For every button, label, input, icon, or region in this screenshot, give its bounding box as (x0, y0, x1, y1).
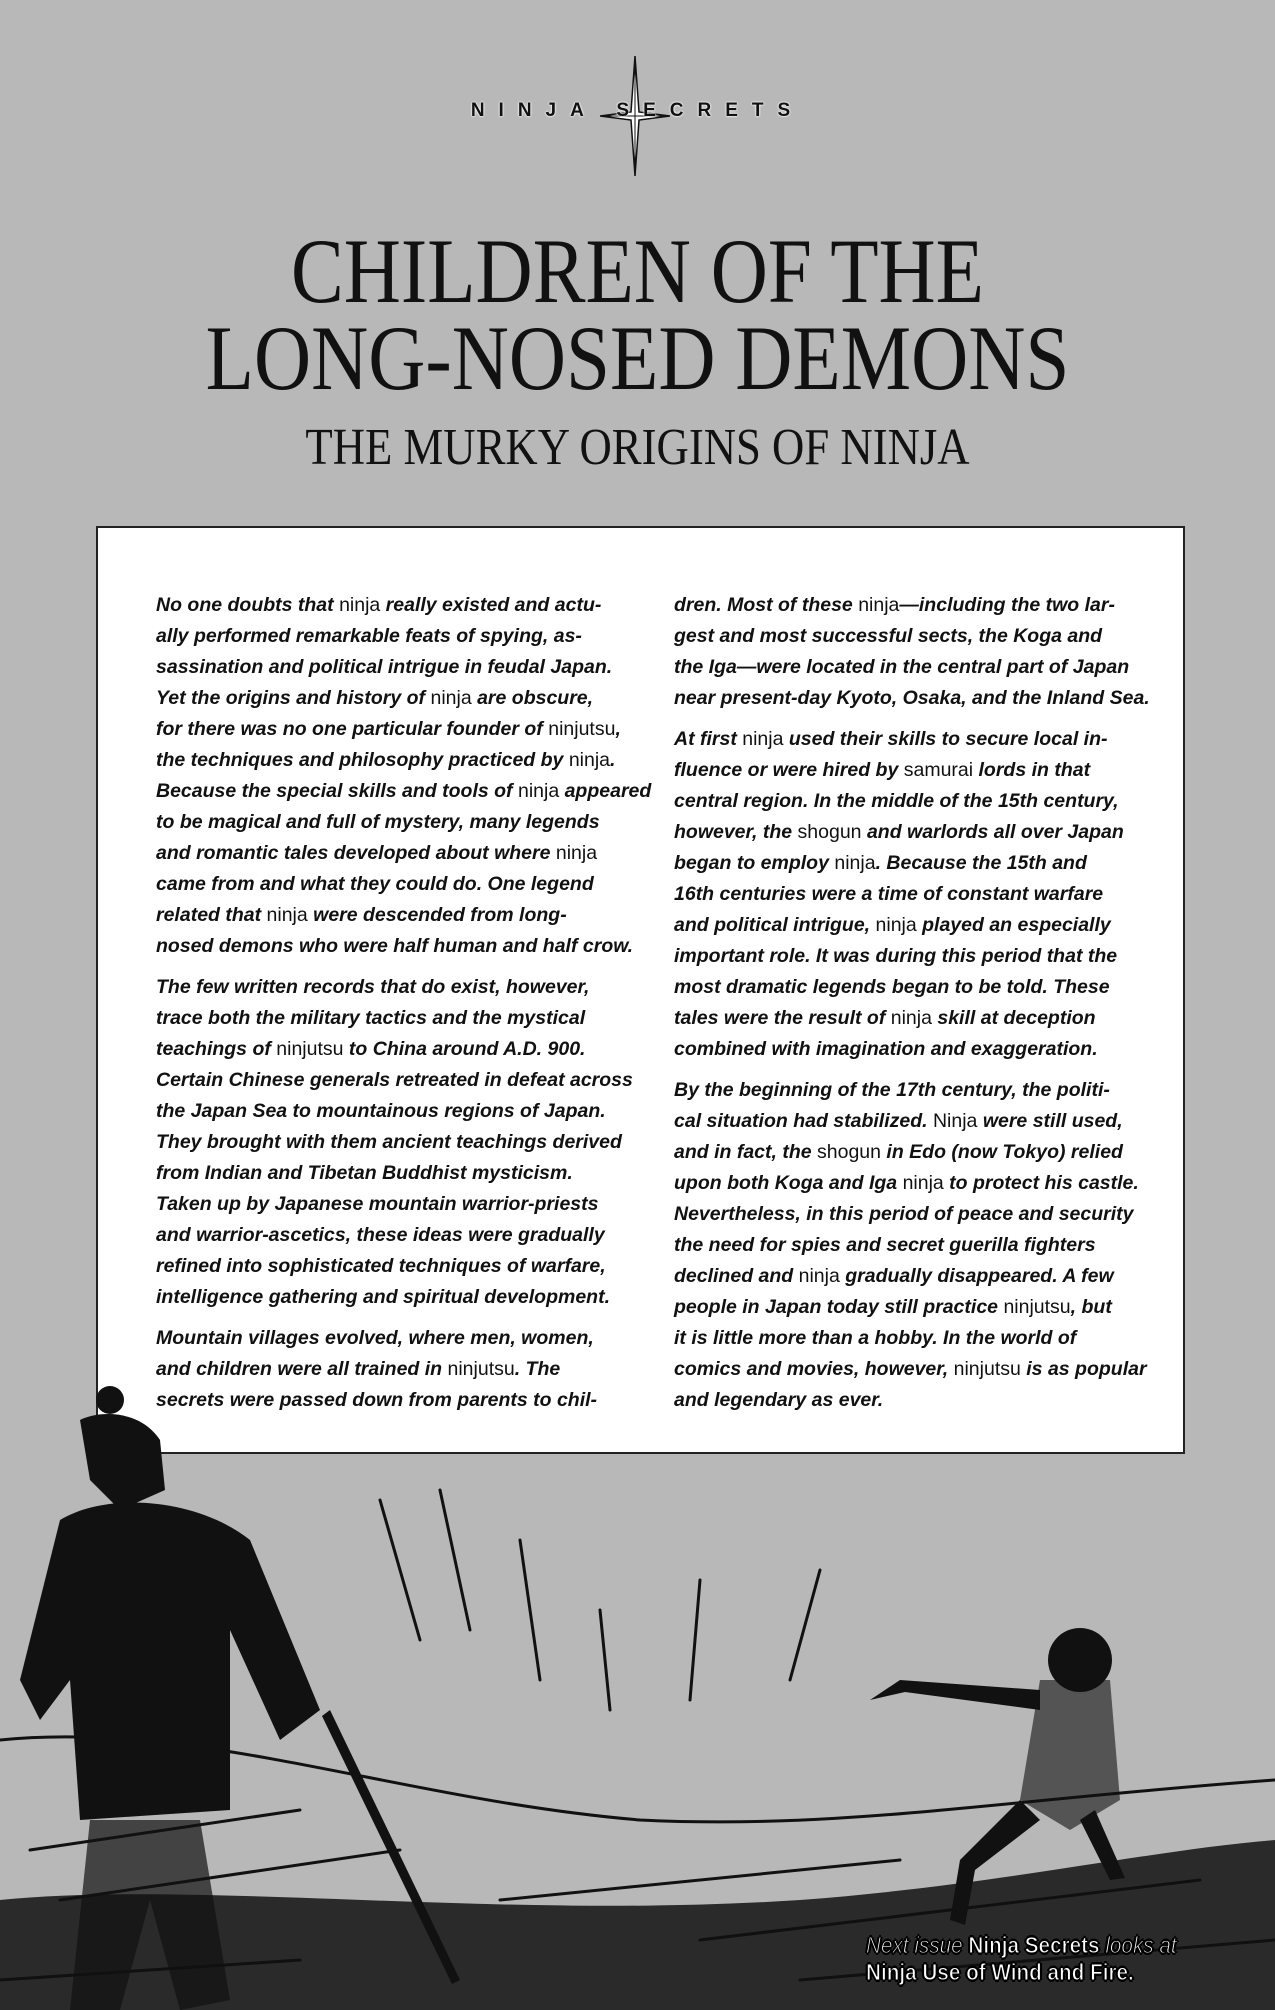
text-line: began to employ ninja. Because the 15th and (674, 852, 1087, 874)
text-line: The few written records that do exist, however, (156, 976, 590, 998)
article-box (96, 526, 1185, 1454)
section-kicker: NINJA SECRETS (470, 100, 805, 121)
text-line: secrets were passed down from parents to chil- (156, 1389, 598, 1411)
article-column-right (674, 590, 1150, 1426)
paragraph (674, 724, 1144, 1065)
page-title-line-2: LONG-NOSED DEMONS (205, 307, 1070, 409)
text-line: ally performed remarkable feats of spying, as- (156, 625, 582, 647)
text-line: nosed demons who were half human and half crow. (156, 935, 634, 957)
page-title-line-1: CHILDREN OF THE (290, 220, 985, 322)
text-line: By the beginning of the 17th century, the politi- (674, 1079, 1110, 1101)
paragraph (674, 1075, 1147, 1416)
text-line: intelligence gathering and spiritual development. (156, 1286, 610, 1308)
next-issue-caption (866, 1932, 1177, 1986)
text-line: to be magical and full of mystery, many legends (156, 811, 600, 833)
text-line: tales were the result of ninja skill at deception (674, 1007, 1096, 1029)
text-line: related that ninja were descended from long- (156, 904, 567, 926)
text-line: near present-day Kyoto, Osaka, and the Inland Sea. (674, 687, 1150, 709)
text-line: teachings of ninjutsu to China around A.D. 900. (156, 1038, 586, 1060)
text-line: and legendary as ever. (674, 1389, 884, 1411)
text-line: combined with imagination and exaggeration. (674, 1038, 1098, 1060)
text-line: upon both Koga and Iga ninja to protect his castle. (674, 1172, 1139, 1194)
text-line: from Indian and Tibetan Buddhist mysticism. (156, 1162, 573, 1184)
text-line: Taken up by Japanese mountain warrior-priests (156, 1193, 599, 1215)
paragraph (156, 590, 652, 962)
ninja-illustration (0, 1380, 1275, 2010)
paragraph (156, 972, 633, 1313)
text-line: Yet the origins and history of ninja are obscure, (156, 687, 594, 709)
text-line: dren. Most of these ninja—including the two lar- (674, 594, 1115, 616)
text-line: Mountain villages evolved, where men, women, (156, 1327, 594, 1349)
caption-looks-at: looks at (1105, 1932, 1177, 1958)
text-line: trace both the military tactics and the mystical (156, 1007, 586, 1029)
text-line: and romantic tales developed about where ninja (156, 842, 598, 864)
text-line: Nevertheless, in this period of peace and security (674, 1203, 1134, 1225)
paragraph (674, 590, 1150, 714)
text-line: sassination and political intrigue in feudal Japan. (156, 656, 613, 678)
page-subtitle: THE MURKY ORIGINS OF NINJA (305, 419, 970, 476)
text-line: the techniques and philosophy practiced by ninja. (156, 749, 616, 771)
text-line: and children were all trained in ninjutsu. The (156, 1358, 561, 1380)
text-line: the Iga—were located in the central part of Japan (674, 656, 1130, 678)
text-line: came from and what they could do. One legend (156, 873, 594, 895)
text-line: it is little more than a hobby. In the world of (674, 1327, 1077, 1349)
text-line: declined and ninja gradually disappeared. A few (674, 1265, 1114, 1287)
text-line: for there was no one particular founder of ninjutsu, (156, 718, 621, 740)
text-line: comics and movies, however, ninjutsu is as popular (674, 1358, 1147, 1380)
text-line: important role. It was during this period that the (674, 945, 1118, 967)
caption-series: Ninja Secrets (968, 1932, 1100, 1958)
text-line: however, the shogun and warlords all over Japan (674, 821, 1124, 843)
text-line: No one doubts that ninja really existed and actu- (156, 594, 602, 616)
text-line: fluence or were hired by samurai lords in that (674, 759, 1091, 781)
text-line: At first ninja used their skills to secure local in- (674, 728, 1108, 750)
text-line: the need for spies and secret guerilla fighters (674, 1234, 1096, 1256)
text-line: and political intrigue, ninja played an especially (674, 914, 1111, 936)
article-column-left (156, 590, 652, 1426)
text-line: and in fact, the shogun in Edo (now Tokyo) relied (674, 1141, 1123, 1163)
text-line: central region. In the middle of the 15th century, (674, 790, 1119, 812)
text-line: cal situation had stabilized. Ninja were still used, (674, 1110, 1123, 1132)
text-line: refined into sophisticated techniques of warfare, (156, 1255, 606, 1277)
caption-topic: Ninja Use of Wind and Fire. (866, 1959, 1134, 1985)
text-line: They brought with them ancient teachings derived (156, 1131, 622, 1153)
text-line: people in Japan today still practice ninjutsu, but (674, 1296, 1112, 1318)
text-line: and warrior-ascetics, these ideas were gradually (156, 1224, 605, 1246)
text-line: most dramatic legends began to be told. These (674, 976, 1110, 998)
text-line: gest and most successful sects, the Koga and (674, 625, 1103, 647)
text-line: Because the special skills and tools of ninja appeared (156, 780, 652, 802)
text-line: the Japan Sea to mountainous regions of Japan. (156, 1100, 606, 1122)
text-line: 16th centuries were a time of constant warfare (674, 883, 1104, 905)
caption-next-issue: Next issue (866, 1932, 963, 1958)
text-line: Certain Chinese generals retreated in defeat across (156, 1069, 633, 1091)
